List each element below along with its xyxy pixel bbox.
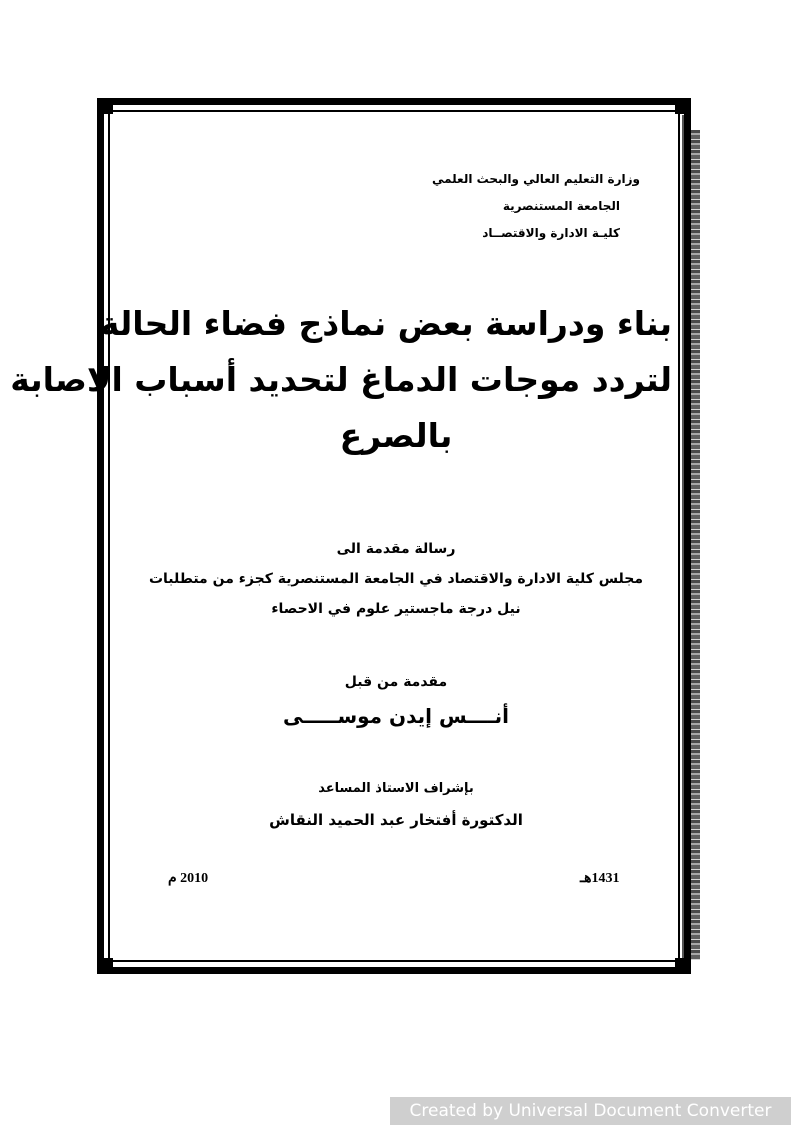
supervisor-name: الدكتورة أفتخار عبد الحميد النقاش — [269, 811, 523, 829]
institution-header — [432, 166, 640, 247]
submission-line-1: رسالة مقدمة الى — [336, 541, 456, 557]
supervision-block — [120, 774, 672, 836]
author-block — [120, 668, 672, 736]
supervision-label: بإشراف الاستاذ المساعد — [318, 781, 474, 796]
author-label: مقدمة من قبل — [344, 674, 448, 690]
title-line-2: لتردد موجات الدماغ لتحديد أسباب الاصابة — [10, 360, 672, 399]
border-corner-bottom-right — [675, 958, 691, 974]
border-corner-bottom-left — [97, 958, 113, 974]
border-corner-top-right — [675, 98, 691, 114]
hijri-year: 1431هـ — [580, 871, 620, 886]
gregorian-year: 2010 م — [168, 871, 209, 886]
university-name: الجامعة المستنصرية — [502, 199, 620, 213]
converter-watermark: Created by Universal Document Converter — [390, 1097, 791, 1125]
submission-line-2: مجلس كلية الادارة والاقتصاد في الجامعة المستنصرية كجزء من متطلبات — [148, 571, 644, 587]
thesis-title — [10, 296, 672, 464]
border-corner-top-left — [97, 98, 113, 114]
submission-line-3: نيل درجة ماجستير علوم في الاحصاء — [271, 601, 521, 617]
title-line-3: بالصرع — [339, 416, 453, 455]
ministry-name: وزارة التعليم العالي والبحث العلمي — [431, 172, 640, 186]
title-line-1: بناء ودراسة بعض نماذج فضاء الحالة — [99, 304, 672, 343]
college-name: كليـة الادارة والاقتصــاد — [482, 226, 620, 240]
author-name: أنــــس إيدن موســـــى — [283, 704, 509, 728]
submission-statement — [120, 534, 672, 624]
